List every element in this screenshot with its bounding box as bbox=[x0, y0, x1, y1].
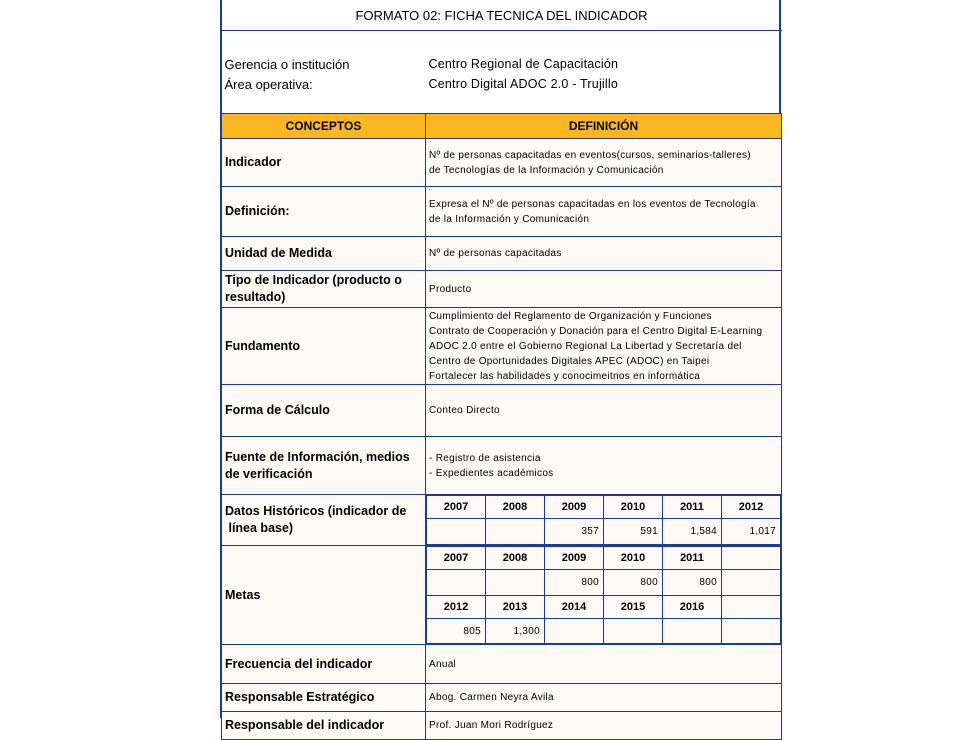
metas-value: 800 bbox=[604, 570, 663, 596]
metas-value bbox=[722, 619, 781, 644]
historicos-grid bbox=[426, 495, 782, 546]
gerencia-label: Gerencia o institución bbox=[224, 56, 350, 72]
historicos-label: Datos Históricos (indicador de línea base) bbox=[222, 495, 426, 546]
fundamento-label: Fundamento bbox=[222, 308, 426, 385]
hist-year: 2009 bbox=[545, 496, 604, 519]
indicador-value: Nº de personas capacitadas en eventos(cursos, seminarios-talleres) de Tecnologías de la Información y Comunicación bbox=[426, 139, 782, 187]
metas-year: 2007 bbox=[427, 547, 486, 570]
forma-label: Forma de Cálculo bbox=[222, 385, 426, 437]
metas-value bbox=[722, 570, 781, 596]
metas-year bbox=[722, 596, 781, 619]
unidad-label: Unidad de Medida bbox=[222, 237, 426, 271]
metas-year: 2012 bbox=[427, 596, 486, 619]
indicador-label: Indicador bbox=[222, 139, 426, 187]
tipo-value: Producto bbox=[426, 271, 782, 308]
metas-grid bbox=[426, 546, 782, 645]
frecuencia-label: Frecuencia del indicador bbox=[222, 645, 426, 684]
fundamento-value: Cumplimiento del Reglamento de Organización y Funciones Contrato de Cooperación y Donación para el Centro Digital E-Learning ADOC 2.0 entre el Gobierno Regional La Libertad y Secretaría del Centro de Oportunidades Digitales APEC (ADOC) en Taipei Fortalecer las habilidades y conocimeitnos en informática bbox=[426, 308, 782, 385]
indicator-sheet bbox=[221, 0, 782, 740]
fuente-value: - Registro de asistencia - Expedientes académicos bbox=[426, 437, 782, 495]
hist-year: 2011 bbox=[663, 496, 722, 519]
metas-year: 2013 bbox=[486, 596, 545, 619]
metas-year: 2009 bbox=[545, 547, 604, 570]
hist-year: 2012 bbox=[722, 496, 781, 519]
metas-label: Metas bbox=[222, 546, 426, 645]
hist-value: 591 bbox=[604, 519, 663, 545]
resp-estrategico-value: Abog. Carmen Neyra Avila bbox=[426, 684, 782, 712]
col-header-conceptos: CONCEPTOS bbox=[222, 114, 426, 139]
hist-value bbox=[486, 519, 545, 545]
metas-value: 800 bbox=[545, 570, 604, 596]
metas-value bbox=[427, 570, 486, 596]
hist-value: 357 bbox=[545, 519, 604, 545]
hist-value bbox=[427, 519, 486, 545]
area-label: Área operativa: bbox=[224, 76, 313, 92]
metas-year: 2014 bbox=[545, 596, 604, 619]
forma-value: Conteo Directo bbox=[426, 385, 782, 437]
unidad-value: Nº de personas capacitadas bbox=[426, 237, 782, 271]
resp-estrategico-label: Responsable Estratégico bbox=[222, 684, 426, 712]
hist-value: 1,584 bbox=[663, 519, 722, 545]
metas-year: 2016 bbox=[663, 596, 722, 619]
metas-year: 2015 bbox=[604, 596, 663, 619]
metas-year: 2010 bbox=[604, 547, 663, 570]
metas-value: 1,300 bbox=[486, 619, 545, 644]
metas-year bbox=[722, 547, 781, 570]
tipo-label: Tipo de Indicador (producto o resultado) bbox=[222, 271, 426, 308]
gerencia-value: Centro Regional de Capacitación bbox=[428, 57, 619, 71]
hist-year: 2007 bbox=[427, 496, 486, 519]
metas-value: 800 bbox=[663, 570, 722, 596]
sheet-title: FORMATO 02: FICHA TECNICA DEL INDICADOR bbox=[222, 0, 782, 31]
resp-indicador-label: Responsable del indicador bbox=[222, 712, 426, 740]
metas-year: 2011 bbox=[663, 547, 722, 570]
definicion-value: Expresa el Nº de personas capacitadas en los eventos de Tecnología de la Información y Comunicación bbox=[426, 187, 782, 237]
resp-indicador-value: Prof. Juan Mori Rodríguez bbox=[426, 712, 782, 740]
metas-value bbox=[604, 619, 663, 644]
definicion-label: Definición: bbox=[222, 187, 426, 237]
metas-value bbox=[545, 619, 604, 644]
area-value: Centro Digital ADOC 2.0 - Trujillo bbox=[428, 77, 619, 91]
col-header-definicion: DEFINICIÓN bbox=[426, 114, 782, 139]
hist-year: 2010 bbox=[604, 496, 663, 519]
metas-value bbox=[486, 570, 545, 596]
metas-value bbox=[663, 619, 722, 644]
fuente-label: Fuente de Información, medios de verificación bbox=[222, 437, 426, 495]
hist-year: 2008 bbox=[486, 496, 545, 519]
frecuencia-value: Anual bbox=[426, 645, 782, 684]
hist-value: 1,017 bbox=[722, 519, 781, 545]
metas-year: 2008 bbox=[486, 547, 545, 570]
metas-value: 805 bbox=[427, 619, 486, 644]
